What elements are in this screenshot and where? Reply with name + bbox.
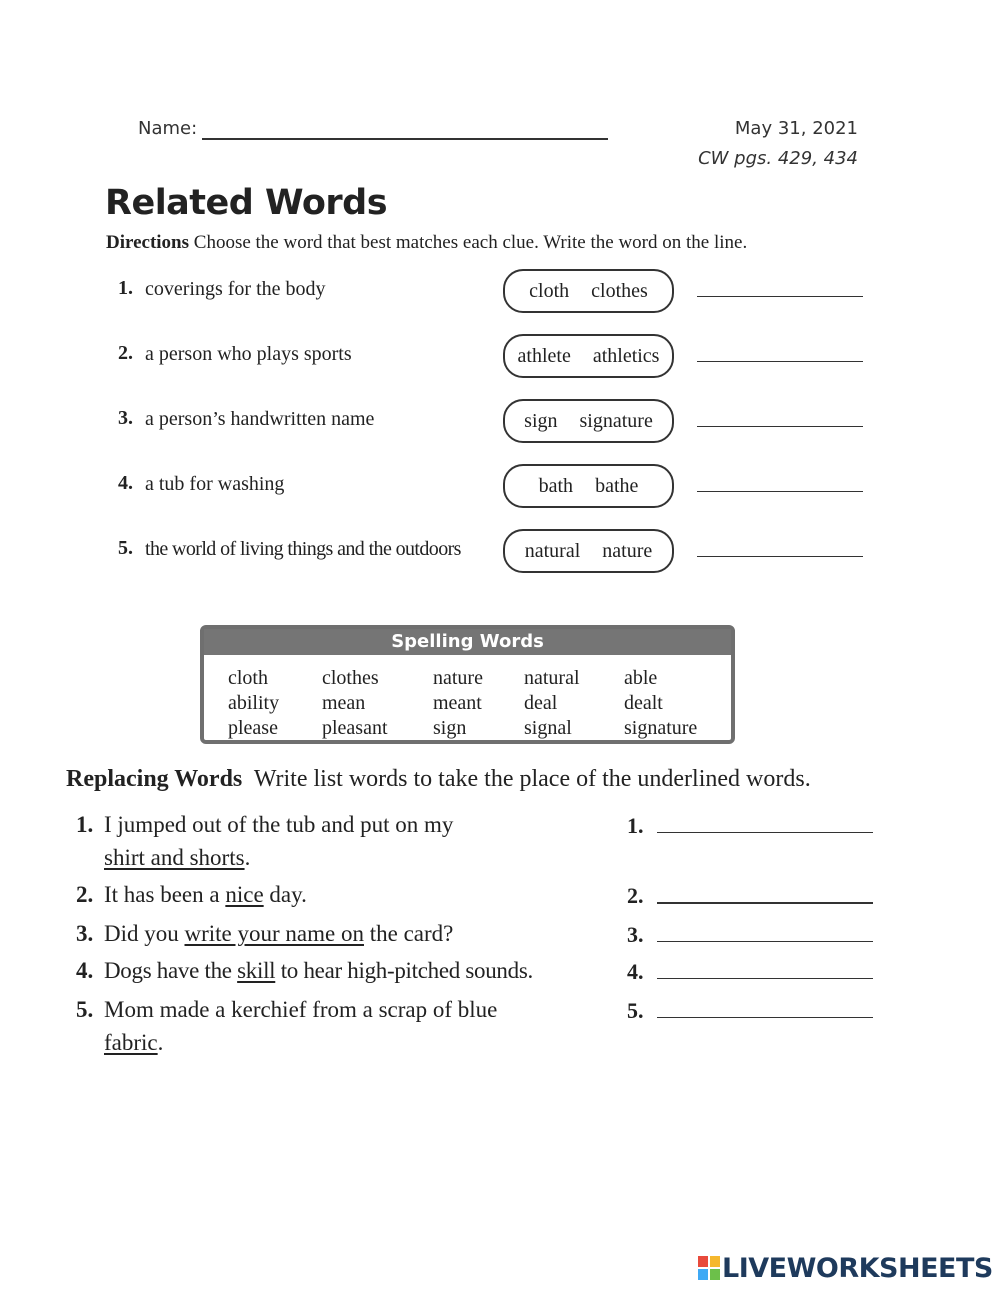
item-clue: coverings for the body — [145, 278, 326, 300]
answer-line[interactable] — [697, 491, 863, 492]
date: May 31, 2021 — [734, 118, 858, 139]
related-item — [0, 529, 1000, 573]
word-option[interactable]: clothes — [591, 279, 648, 302]
replacing-words-heading — [66, 766, 811, 793]
item-clue: the world of living things and the outdoors — [145, 538, 461, 560]
word-option[interactable]: nature — [602, 539, 653, 562]
spelling-word: clothes — [322, 667, 379, 689]
answer-line[interactable] — [697, 556, 863, 557]
related-item — [0, 464, 1000, 508]
sentence-text: It has been a — [104, 882, 226, 907]
sentence-end: . — [244, 845, 251, 870]
item-number: 2. — [76, 882, 94, 907]
logo-block — [698, 1256, 708, 1267]
item-clue: a tub for washing — [145, 473, 285, 495]
sentence-line — [104, 882, 307, 908]
sentence-line — [104, 921, 453, 947]
spelling-word: meant — [433, 692, 482, 714]
word-option[interactable]: athlete — [517, 344, 571, 367]
underlined-words: fabric — [104, 1030, 158, 1055]
underlined-words: nice — [225, 882, 264, 907]
related-item — [0, 334, 1000, 378]
underlined-words: write your name on — [184, 921, 364, 946]
spelling-word: natural — [524, 667, 580, 689]
word-choice-box — [503, 399, 674, 443]
sentence-text: the card? — [363, 921, 454, 946]
item-number: 1. — [118, 277, 133, 299]
related-item — [0, 399, 1000, 443]
spelling-words-title: Spelling Words — [204, 629, 731, 655]
underlined-words: skill — [237, 958, 276, 983]
logo-text: LIVEWORKSHEETS — [722, 1252, 993, 1284]
spelling-word: ability — [228, 692, 280, 714]
answer-number: 1. — [627, 813, 644, 838]
answer-line[interactable] — [697, 296, 863, 297]
item-number: 5. — [118, 537, 133, 559]
sentence-line — [104, 1030, 163, 1056]
spelling-word: deal — [524, 692, 558, 714]
word-option[interactable]: bathe — [595, 474, 639, 497]
replacing-words-instruction: Write list words to take the place of the underlined words. — [253, 766, 811, 792]
spelling-word: pleasant — [322, 717, 388, 739]
spelling-word: please — [228, 717, 278, 739]
logo-block — [710, 1269, 720, 1280]
spelling-word: mean — [322, 692, 366, 714]
item-number: 3. — [76, 921, 94, 946]
spelling-word: able — [624, 667, 658, 689]
sentence-text: Did you — [104, 921, 185, 946]
name-label: Name: — [138, 118, 198, 139]
answer-line[interactable] — [697, 361, 863, 362]
sentence-text: to hear high-pitched sounds. — [275, 958, 533, 983]
liveworksheets-logo — [698, 1254, 993, 1282]
directions-label: Directions — [106, 232, 190, 253]
page-reference: CW pgs. 429, 434 — [698, 148, 858, 169]
item-number: 4. — [118, 472, 133, 494]
answer-line[interactable] — [657, 978, 873, 979]
item-clue: a person who plays sports — [145, 343, 352, 365]
replacing-words-title: Replacing Words — [66, 766, 243, 792]
spelling-word: cloth — [228, 667, 268, 689]
name-input-line[interactable] — [202, 138, 608, 140]
spelling-word: dealt — [624, 692, 663, 714]
logo-block — [710, 1256, 720, 1267]
spelling-word: signature — [624, 717, 698, 739]
item-number: 2. — [118, 342, 133, 364]
answer-line[interactable] — [657, 941, 873, 942]
answer-number: 5. — [627, 998, 644, 1023]
sentence-text: I jumped out of the tub and put on my — [104, 812, 454, 837]
answer-line[interactable] — [697, 426, 863, 427]
item-clue: a person’s handwritten name — [145, 408, 375, 430]
item-number: 5. — [76, 997, 94, 1022]
spelling-word: sign — [433, 717, 467, 739]
word-choice-box — [503, 529, 674, 573]
sentence-line — [104, 958, 533, 984]
sentence-line — [104, 845, 250, 871]
word-option[interactable]: bath — [538, 474, 574, 497]
answer-number: 2. — [627, 883, 644, 908]
answer-line[interactable] — [657, 1017, 873, 1018]
item-number: 3. — [118, 407, 133, 429]
page-title: Related Words — [105, 183, 388, 223]
word-option[interactable]: natural — [524, 539, 581, 562]
spelling-word: signal — [524, 717, 572, 739]
sentence-text: Dogs have the — [104, 958, 238, 983]
directions-text: Choose the word that best matches each clue. Write the word on the line. — [193, 232, 748, 253]
directions — [106, 232, 747, 254]
logo-block — [698, 1269, 708, 1280]
word-option[interactable]: signature — [579, 409, 653, 432]
word-choice-box — [503, 334, 674, 378]
spelling-word: nature — [433, 667, 483, 689]
word-option[interactable]: sign — [524, 409, 558, 432]
word-option[interactable]: athletics — [592, 344, 660, 367]
sentence-end: . — [157, 1030, 164, 1055]
answer-number: 4. — [627, 959, 644, 984]
answer-line[interactable] — [657, 902, 873, 904]
item-number: 4. — [76, 958, 94, 983]
item-number: 1. — [76, 812, 94, 837]
word-choice-box — [503, 464, 674, 508]
sentence-text: Mom made a kerchief from a scrap of blue — [104, 997, 498, 1022]
answer-number: 3. — [627, 922, 644, 947]
underlined-words: shirt and shorts — [104, 845, 245, 870]
spelling-words-box — [200, 625, 735, 744]
sentence-text: day. — [263, 882, 307, 907]
word-choice-box — [503, 269, 674, 313]
word-option[interactable]: cloth — [529, 279, 570, 302]
related-item — [0, 269, 1000, 313]
logo-blocks-icon — [698, 1256, 720, 1280]
answer-line[interactable] — [657, 832, 873, 833]
